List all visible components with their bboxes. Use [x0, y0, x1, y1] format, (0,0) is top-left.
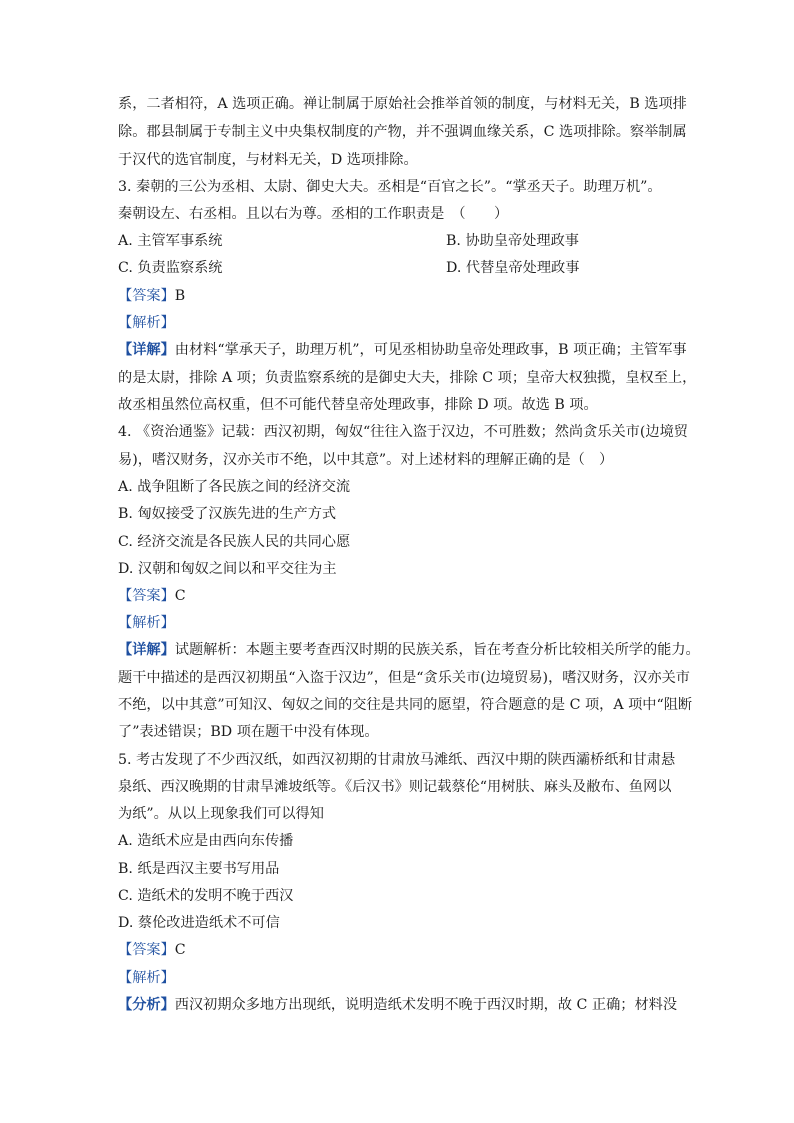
question-4-stem: 4. 《资治通鉴》记载：西汉初期，匈奴“往往入盗于汉边，不可胜数；然尚贪乐关市(边境贸 [118, 424, 688, 440]
question-5-stem: 泉纸、西汉晚期的甘肃旱滩坡纸等。《后汉书》则记载蔡伦“用树肤、麻头及敝布、鱼网以 [118, 779, 672, 795]
q5-fenxi [118, 995, 688, 1015]
q4-answer [118, 586, 688, 606]
q4-detail [118, 640, 700, 660]
q5-answer [118, 940, 688, 960]
q3-option-d: D. 代替皇帝处理政事 [446, 260, 580, 276]
analysis-tag: 【解析】 [118, 970, 175, 986]
paragraph-line: 于汉代的选官制度，与材料无关，D 选项排除。 [118, 152, 418, 168]
q5-option-b: B. 纸是西汉主要书写用品 [118, 861, 280, 877]
q4-detail-line: 了”表述错误；BD 项在题干中没有体现。 [118, 724, 379, 740]
fenxi-text: 西汉初期众多地方出现纸，说明造纸术发明不晚于西汉时期，故 C 正确；材料没 [174, 997, 678, 1013]
q3-analysis [118, 313, 688, 333]
analysis-tag: 【解析】 [118, 315, 175, 331]
q3-option-a: A. 主管军事系统 [118, 233, 223, 249]
analysis-tag: 【解析】 [118, 615, 175, 631]
question-5-stem: 5. 考古发现了不少西汉纸，如西汉初期的甘肃放马滩纸、西汉中期的陕西灞桥纸和甘肃悬 [118, 752, 676, 768]
q5-option-c: C. 造纸术的发明不晚于西汉 [118, 888, 294, 904]
detail-tag: 【详解】 [118, 642, 175, 658]
q5-option-d: D. 蔡伦改进造纸术不可信 [118, 915, 280, 931]
q3-detail-line: 的是太尉，排除 A 项；负责监察系统的是御史大夫，排除 C 项；皇帝大权独揽，皇权至上， [118, 370, 697, 386]
fenxi-tag: 【分析】 [118, 997, 175, 1013]
q4-option-b: B. 匈奴接受了汉族先进的生产方式 [118, 506, 337, 522]
question-4-stem: 易)，嗜汉财务，汉亦关市不绝，以中其意”。对上述材料的理解正确的是（ ） [118, 452, 614, 468]
q3-detail-line: 故丞相虽然位高权重，但不可能代替皇帝处理政事，排除 D 项。故选 B 项。 [118, 397, 598, 413]
answer-value: C [174, 942, 186, 958]
q3-answer [118, 286, 688, 306]
q5-analysis [118, 968, 688, 988]
answer-tag: 【答案】 [118, 588, 175, 604]
q4-option-c: C. 经济交流是各民族人民的共同心愿 [118, 534, 351, 550]
q4-option-a: A. 战争阻断了各民族之间的经济交流 [118, 479, 351, 495]
q4-detail-line: 不绝，以中其意”可知汉、匈奴之间的交往是共同的愿望，符合题意的是 C 项，A 项中“阻断 [118, 697, 693, 713]
q3-option-b: B. 协助皇帝处理政事 [446, 233, 579, 249]
question-3-stem: 秦朝设左、右丞相。且以右为尊。丞相的工作职责是 （ ） [118, 206, 509, 222]
answer-value: C [174, 588, 186, 604]
q4-detail-line: 题干中描述的是西汉初期虽“入盗于汉边”，但是“贪乐关市(边境贸易)，嗜汉财务，汉亦关市 [118, 670, 690, 686]
q3-detail [118, 340, 688, 360]
q4-analysis [118, 613, 688, 633]
paragraph-line: 除。郡县制属于专制主义中央集权制度的产物，并不强调血缘关系，C 选项排除。察举制属 [118, 124, 687, 140]
answer-tag: 【答案】 [118, 942, 175, 958]
question-3-stem: 3. 秦朝的三公为丞相、太尉、御史大夫。丞相是“百官之长”。“掌丞天子。助理万机”。 [118, 179, 662, 195]
detail-text: 由材料“掌承天子，助理万机”，可见丞相协助皇帝处理政事，B 项正确；主管军事 [174, 342, 687, 358]
detail-tag: 【详解】 [118, 342, 175, 358]
q3-option-c: C. 负责监察系统 [118, 260, 223, 276]
detail-text: 试题解析：本题主要考查西汉时期的民族关系，旨在考查分析比较相关所学的能力。 [174, 642, 700, 658]
q4-option-d: D. 汉朝和匈奴之间以和平交往为主 [118, 561, 337, 577]
paragraph-line: 系，二者相符，A 选项正确。禅让制属于原始社会推举首领的制度，与材料无关，B 选项排 [118, 96, 687, 112]
q5-option-a: A. 造纸术应是由西向东传播 [118, 833, 294, 849]
answer-value: B [174, 288, 186, 304]
answer-tag: 【答案】 [118, 288, 175, 304]
question-5-stem: 为纸”。从以上现象我们可以得知 [118, 806, 324, 822]
